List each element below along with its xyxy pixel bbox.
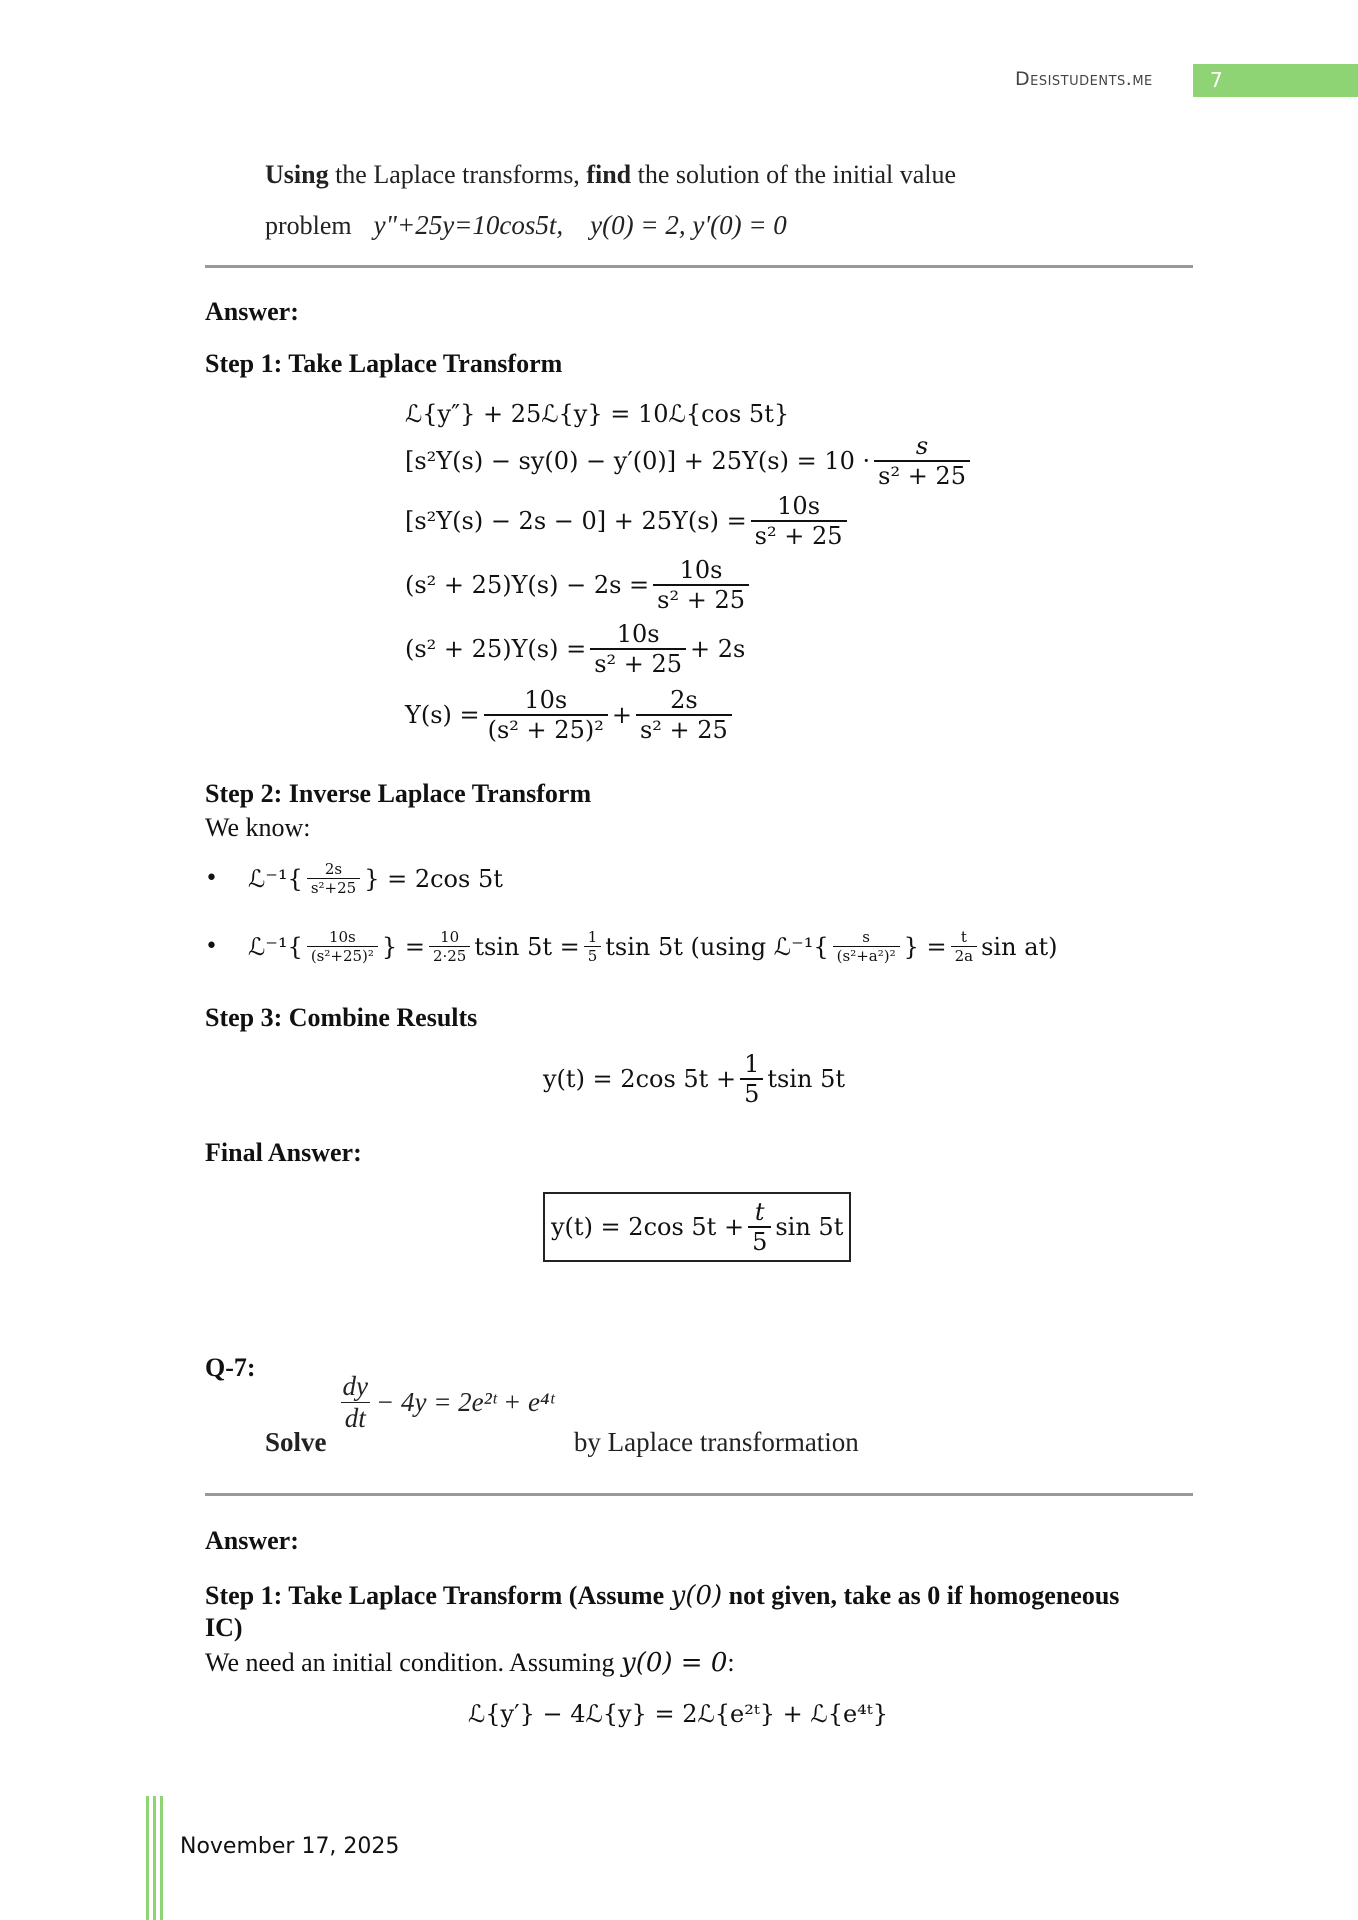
q7-intro-b: : [727, 1648, 735, 1677]
frac-num: s [862, 928, 870, 946]
q6-question-line1 [265, 160, 956, 190]
step1-eq3 [405, 492, 851, 550]
frac-den: 5 [584, 946, 602, 965]
final-answer-heading: Final Answer: [205, 1138, 362, 1167]
q7-step1-equation: ℒ{y′} − 4ℒ{y} = 2ℒ{e²ᵗ} + ℒ{e⁴ᵗ} [468, 1700, 888, 1728]
q7-equation [335, 1371, 554, 1434]
eq6-plus: + [611, 701, 632, 729]
q7-solve-word: Solve [265, 1427, 327, 1457]
frac-num: 1 [744, 1050, 760, 1078]
frac-den: (s²+25)² [307, 946, 378, 965]
frac-num: t [960, 928, 967, 946]
bullet1-lhs: ℒ⁻¹{ [247, 864, 303, 893]
frac-den: s²+25 [307, 878, 360, 897]
eq6-fraction2 [636, 686, 732, 744]
bullet2-fraction4 [833, 928, 900, 965]
step1-eq1: ℒ{y″} + 25ℒ{y} = 10ℒ{cos 5t} [405, 400, 790, 428]
q7-label: Q-7: [205, 1353, 256, 1382]
frac-num: dy [342, 1371, 368, 1401]
frac-den: s² + 25 [874, 460, 970, 490]
footer-date: November 17, 2025 [180, 1834, 400, 1859]
eq5-lhs: (s² + 25)Y(s) = [405, 635, 587, 663]
frac-num: 1 [587, 928, 598, 946]
q7-step1-math: y(0) [670, 1581, 723, 1611]
q6-text2: the solution of the initial value [631, 160, 957, 189]
eq4-fraction [653, 556, 749, 614]
eq6-fraction1 [484, 686, 608, 744]
step1-eq6 [405, 686, 736, 744]
frac-num: t [754, 1198, 765, 1226]
q7-step1-b: not given, take as 0 if homogeneous [722, 1581, 1120, 1610]
frac-den: s² + 25 [590, 648, 686, 678]
bullet-icon: • [205, 866, 218, 891]
step3-fraction [740, 1050, 763, 1108]
eq2-fraction [874, 432, 970, 490]
step3-equation [543, 1050, 845, 1108]
bullet2-fraction1 [307, 928, 378, 965]
step1-eq2 [405, 432, 974, 490]
step2-bullet2 [205, 928, 1058, 965]
frac-den: 5 [740, 1078, 763, 1108]
q7-suffix: by Laplace transformation [573, 1427, 859, 1457]
frac-num: 10s [524, 686, 568, 714]
frac-den: s² + 25 [653, 584, 749, 614]
step1-eq4 [405, 556, 753, 614]
answer-label: Answer: [205, 297, 299, 326]
q6-question-line2 [265, 210, 787, 241]
bullet-icon: • [205, 934, 218, 959]
frac-num: 10s [679, 556, 723, 584]
step3-heading: Step 3: Combine Results [205, 1003, 478, 1032]
frac-num: 2s [670, 686, 698, 714]
page-number: 7 [1210, 68, 1223, 92]
eq3-fraction [751, 492, 847, 550]
bullet2-fraction3 [584, 928, 602, 965]
divider [205, 265, 1193, 268]
q7-question [265, 1371, 859, 1458]
bullet1-fraction [307, 860, 360, 897]
q7-step1-c: IC) [205, 1613, 243, 1642]
q6-bold-using: Using [265, 160, 329, 189]
frac-num: 10s [616, 620, 660, 648]
q7-step1-heading [205, 1580, 1185, 1643]
bullet2-fraction5 [951, 928, 978, 965]
q6-problem-word: problem [265, 211, 352, 240]
bullet2-mid4: } = [903, 932, 947, 961]
final-answer-box [543, 1192, 851, 1262]
final-fraction [748, 1198, 771, 1256]
bullet2-mid3: tsin 5t (using ℒ⁻¹{ [605, 932, 829, 961]
eq2-lhs: [s²Y(s) − sy(0) − y′(0)] + 25Y(s) = 10 · [405, 447, 871, 475]
bullet2-end: sin at) [981, 932, 1058, 961]
frac-den: 2a [951, 946, 978, 965]
step1-heading: Step 1: Take Laplace Transform [205, 349, 563, 378]
frac-den: s² + 25 [751, 520, 847, 550]
final-rhs: sin 5t [775, 1213, 844, 1241]
frac-den: s² + 25 [636, 714, 732, 744]
q6-problem-equation: y"+25y=10cos5t, y(0) = 2, y'(0) = 0 [373, 210, 787, 240]
bullet2-mid2: tsin 5t = [474, 932, 580, 961]
step2-heading: Step 2: Inverse Laplace Transform [205, 779, 592, 808]
q7-derivative [339, 1371, 372, 1434]
q7-equation-rest: − 4y = 2e²ᵗ + e⁴ᵗ [376, 1387, 554, 1417]
frac-den: (s²+a²)² [833, 946, 900, 965]
step3-lhs: y(t) = 2cos 5t + [543, 1065, 737, 1093]
frac-num: 2s [324, 860, 343, 878]
frac-den: (s² + 25)² [484, 714, 608, 744]
step2-intro: We know: [205, 813, 311, 842]
bullet2-mid1: } = [381, 932, 425, 961]
footer-decoration [146, 1796, 164, 1920]
step1-eq5 [405, 620, 745, 678]
eq4-lhs: (s² + 25)Y(s) − 2s = [405, 571, 650, 599]
frac-num: 10s [328, 928, 356, 946]
q7-step1-a: Step 1: Take Laplace Transform (Assume [205, 1581, 671, 1610]
q7-intro-a: We need an initial condition. Assuming [205, 1648, 622, 1677]
step2-bullet1 [205, 860, 503, 897]
final-lhs: y(t) = 2cos 5t + [551, 1213, 745, 1241]
bullet2-lhs: ℒ⁻¹{ [247, 932, 303, 961]
frac-den: 5 [748, 1226, 771, 1256]
frac-den: 2·25 [429, 946, 470, 965]
q7-answer-label: Answer: [205, 1526, 299, 1555]
eq3-lhs: [s²Y(s) − 2s − 0] + 25Y(s) = [405, 507, 747, 535]
eq6-lhs: Y(s) = [405, 701, 480, 729]
frac-num: s [915, 432, 929, 460]
site-name: Desistudents.me [1015, 68, 1153, 90]
q7-step1-intro [205, 1648, 735, 1678]
q6-bold-find: find [586, 160, 632, 189]
frac-num: 10 [440, 928, 460, 946]
frac-den: dt [341, 1402, 370, 1434]
bullet2-fraction2 [429, 928, 470, 965]
eq5-fraction [590, 620, 686, 678]
divider [205, 1493, 1193, 1496]
q6-text1: the Laplace transforms, [328, 160, 587, 189]
bullet1-rhs: } = 2cos 5t [364, 864, 503, 893]
eq5-plus-2s: + 2s [690, 635, 746, 663]
q7-intro-math: y(0) = 0 [621, 1648, 728, 1678]
step3-rhs: tsin 5t [767, 1065, 845, 1093]
frac-num: 10s [777, 492, 821, 520]
